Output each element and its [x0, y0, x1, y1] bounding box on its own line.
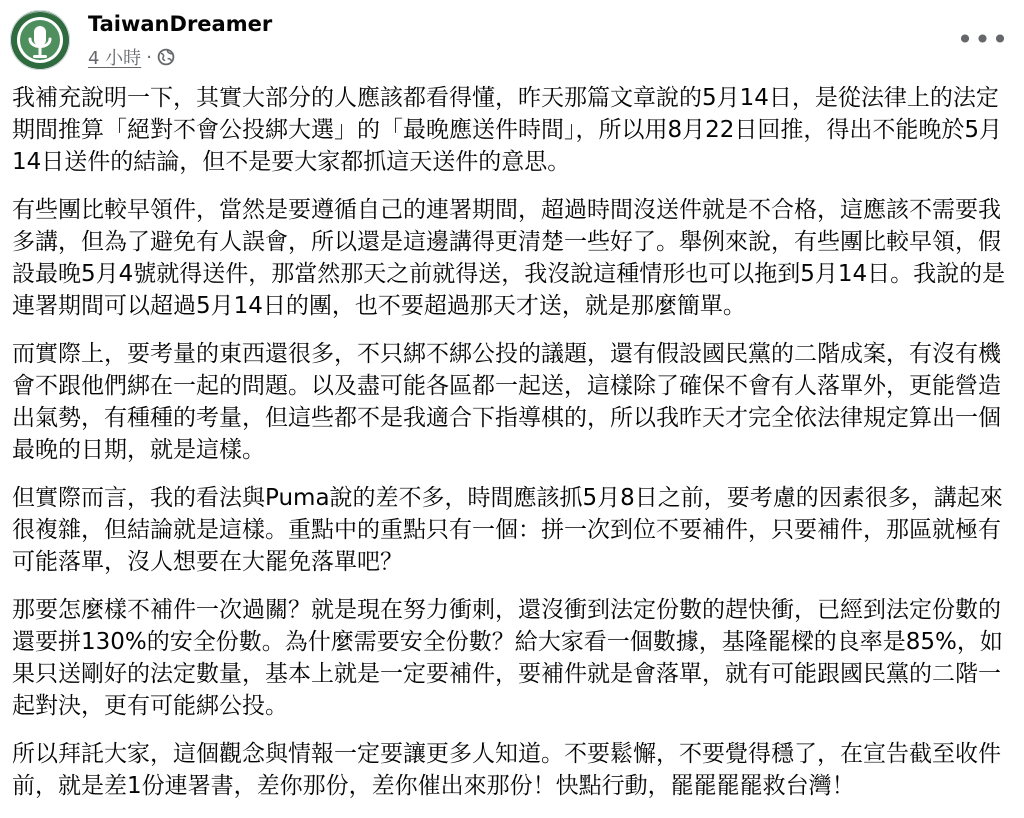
profile-avatar[interactable]	[10, 10, 70, 70]
more-options-icon[interactable]: •••	[956, 23, 1010, 56]
post-meta	[88, 45, 175, 69]
author-name[interactable]: TaiwanDreamer	[88, 12, 273, 36]
post-header	[0, 0, 1024, 80]
post-time-link[interactable]: 4 小時	[88, 48, 142, 69]
globe-icon[interactable]	[157, 48, 175, 66]
post-paragraph-1: 我補充說明一下，其實大部分的人應該都看得懂，昨天那篇文章說的5月14日，是從法律上的法定期間推算「絕對不會公投綁大選」的「最晚應送件時間」，所以用8月22日回推，得出不能晚於5月14日送件的結論，但不是要大家都抓這天送件的意思。	[12, 85, 1003, 175]
post-paragraph-5: 那要怎麼樣不補件一次過關？就是現在努力衝刺，還沒衝到法定份數的趕快衝，已經到法定份數的還要拼130%的安全份數。為什麼需要安全份數？給大家看一個數據，基隆罷樑的良率是85%，如果只送剛好的法定數量，基本上就是一定要補件，要補件就是會落單，就有可能跟國民黨的二階一起對決，更有可能綁公投。	[12, 597, 1003, 719]
post-paragraph-3: 而實際上，要考量的東西還很多，不只綁不綁公投的議題，還有假設國民黨的二階成案，有沒有機會不跟他們綁在一起的問題。以及盡可能各區都一起送，這樣除了確保不會有人落單外，更能營造出氣勢，有種種的考量，但這些都不是我適合下指導棋的，所以我昨天才完全依法律規定算出一個最晚的日期，就是這樣。	[12, 341, 1001, 463]
post-body	[12, 82, 1012, 818]
post-paragraph-6: 所以拜託大家，這個觀念與情報一定要讓更多人知道。不要鬆懈，不要覺得穩了，在宣告截至收件前，就是差1份連署書，差你那份，差你催出來那份！快點行動，罷罷罷罷救台灣！	[12, 741, 1001, 799]
microphone-logo-icon	[10, 10, 70, 70]
meta-separator: ·	[146, 46, 152, 68]
post-paragraph-4: 但實際而言，我的看法與Puma說的差不多，時間應該抓5月8日之前，要考慮的因素很多，講起來很複雜，但結論就是這樣。重點中的重點只有一個：拼一次到位不要補件，只要補件，那區就極有可能落單，沒人想要在大罷免落單吧？	[12, 485, 1003, 575]
post-paragraph-2: 有些團比較早領件，當然是要遵循自己的連署期間，超過時間沒送件就是不合格，這應該不需要我多講，但為了避免有人誤會，所以還是這邊講得更清楚一些好了。舉例來說，有些團比較早領，假設最晚5月4號就得送件，那當然那天之前就得送，我沒說這種情形也可以拖到5月14日。我說的是連署期間可以超過5月14日的團，也不要超過那天才送，就是那麼簡單。	[12, 197, 1006, 319]
